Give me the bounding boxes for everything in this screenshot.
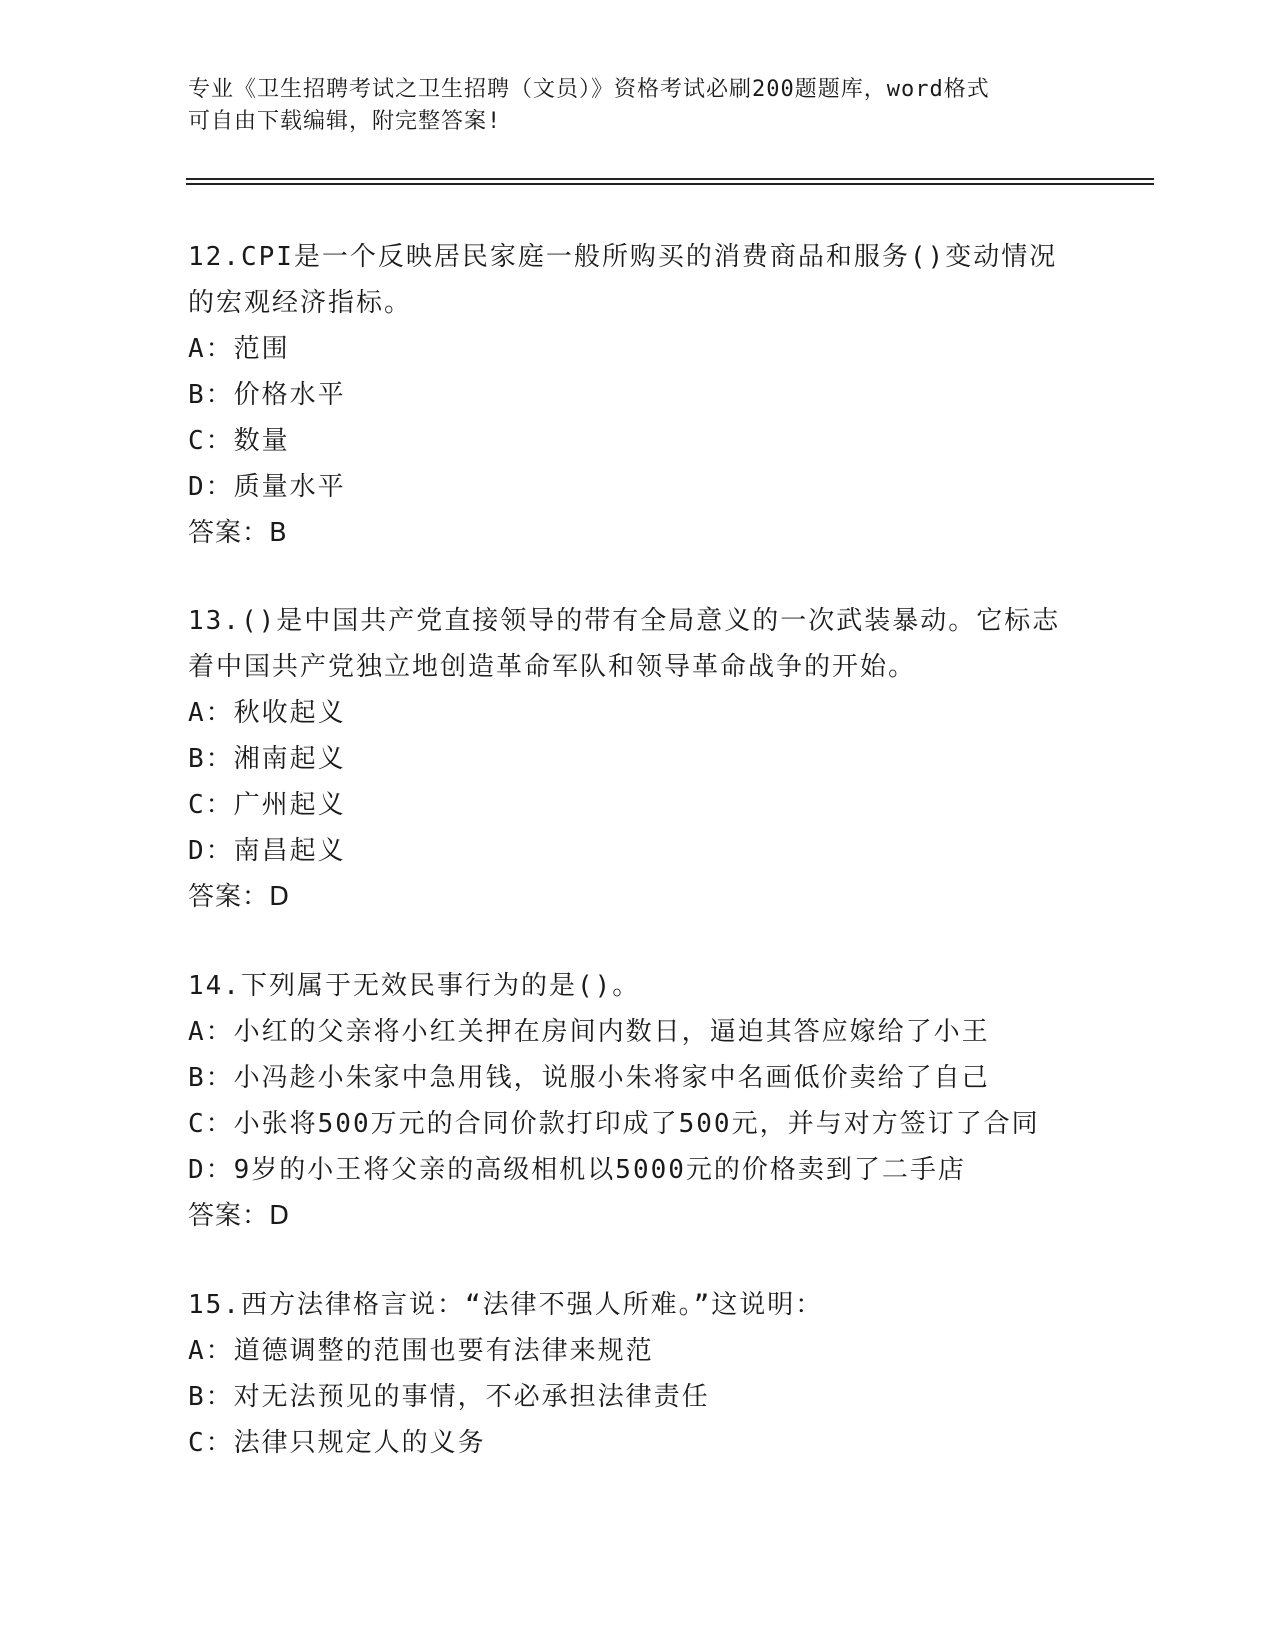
question-13	[188, 598, 1088, 920]
header-divider-top	[186, 178, 1154, 180]
option-c: C：数量	[188, 426, 290, 456]
question-stem-line: 的宏观经济指标。	[188, 288, 413, 318]
option-c: C：广州起义	[188, 790, 346, 820]
option-b: B：对无法预见的事情，不必承担法律责任	[188, 1382, 710, 1412]
option-b: B：小冯趁小朱家中急用钱，说服小朱将家中名画低价卖给了自己	[188, 1063, 990, 1093]
option-b: B：价格水平	[188, 380, 346, 410]
option-a: A：道德调整的范围也要有法律来规范	[188, 1336, 654, 1366]
option-b: B：湘南起义	[188, 744, 346, 774]
header-divider-bottom	[186, 183, 1154, 185]
question-14	[188, 963, 1088, 1239]
option-d: D：9岁的小王将父亲的高级相机以5000元的价格卖到了二手店	[188, 1155, 966, 1185]
answer: 答案：D	[188, 1201, 291, 1231]
question-stem-line: 14.下列属于无效民事行为的是()。	[188, 971, 641, 1001]
answer: 答案：D	[188, 882, 291, 912]
question-stem-line: 15.西方法律格言说：“法律不强人所难。”这说明：	[188, 1290, 824, 1320]
option-a: A：小红的父亲将小红关押在房间内数日，逼迫其答应嫁给了小王	[188, 1017, 990, 1047]
question-stem-line: 13.()是中国共产党直接领导的带有全局意义的一次武装暴动。它标志	[188, 606, 1061, 636]
question-stem-line: 12.CPI是一个反映居民家庭一般所购买的消费商品和服务()变动情况	[188, 242, 1058, 272]
answer: 答案：B	[188, 518, 288, 548]
option-d: D：质量水平	[188, 472, 346, 502]
header-line-2: 可自由下载编辑，附完整答案!	[188, 109, 502, 134]
question-15	[188, 1282, 1088, 1466]
option-a: A：范围	[188, 334, 290, 364]
option-a: A：秋收起义	[188, 698, 346, 728]
document-header	[188, 74, 1068, 138]
question-stem-line: 着中国共产党独立地创造革命军队和领导革命战争的开始。	[188, 652, 917, 682]
question-12	[188, 234, 1088, 556]
header-line-1: 专业《卫生招聘考试之卫生招聘（文员）》资格考试必刷200题题库，word格式	[188, 77, 990, 102]
option-c: C：法律只规定人的义务	[188, 1428, 486, 1458]
option-d: D：南昌起义	[188, 836, 346, 866]
option-c: C：小张将500万元的合同价款打印成了500元，并与对方签订了合同	[188, 1109, 1040, 1139]
